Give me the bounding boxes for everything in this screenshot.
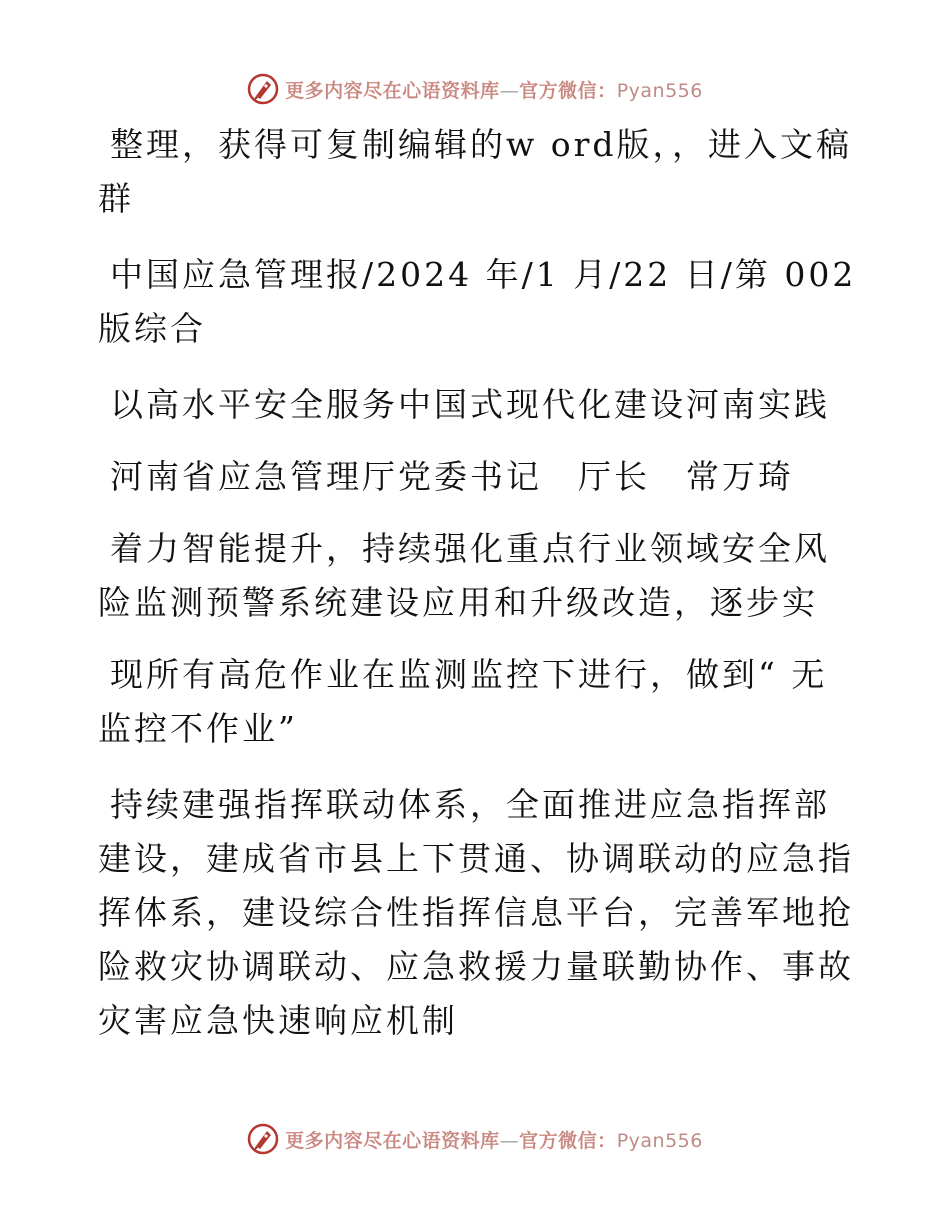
watermark-wechat-id: Pyan556	[616, 1129, 703, 1152]
paragraph-smart-upgrade: 着力智能提升，持续强化重点行业领域安全风险监测预警系统建设应用和升级改造，逐步实	[98, 529, 830, 622]
watermark-brand: 更多内容尽在心语资料库	[285, 1129, 500, 1152]
article-title: 以高水平安全服务中国式现代化建设河南实践	[110, 385, 830, 424]
paragraph-monitoring: 现所有高危作业在监测监控下进行，做到“ 无监控不作业”	[98, 655, 828, 748]
watermark-separator: —	[499, 1129, 520, 1152]
watermark-wechat-id: Pyan556	[616, 79, 703, 102]
watermark-brand: 更多内容尽在心语资料库	[285, 79, 500, 102]
pen-nib-logo-icon	[247, 1123, 279, 1155]
document-body	[98, 118, 858, 1070]
watermark-text	[285, 76, 703, 103]
watermark-label: 官方微信：	[519, 79, 617, 102]
watermark-text	[285, 1126, 703, 1153]
watermark-separator: —	[499, 79, 520, 102]
footer-watermark	[0, 1122, 950, 1156]
watermark-label: 官方微信：	[519, 1129, 617, 1152]
article-author: 河南省应急管理厅党委书记 厅长 常万琦	[110, 457, 794, 496]
paragraph-command-system: 持续建强指挥联动体系，全面推进应急指挥部建设，建成省市县上下贯通、协调联动的应急指挥体系，建设综合性指挥信息平台，完善军地抢险救灾协调联动、应急救援力量联勤协作、事故灾害应急快速响应机制	[98, 785, 854, 1040]
pen-nib-logo-icon	[247, 73, 279, 105]
header-watermark	[0, 72, 950, 106]
paragraph-source: 中国应急管理报/2024 年/1 月/22 日/第 002 版综合	[98, 255, 857, 348]
paragraph-intro: 整理，获得可复制编辑的w ord版，，进入文稿群	[98, 125, 853, 218]
